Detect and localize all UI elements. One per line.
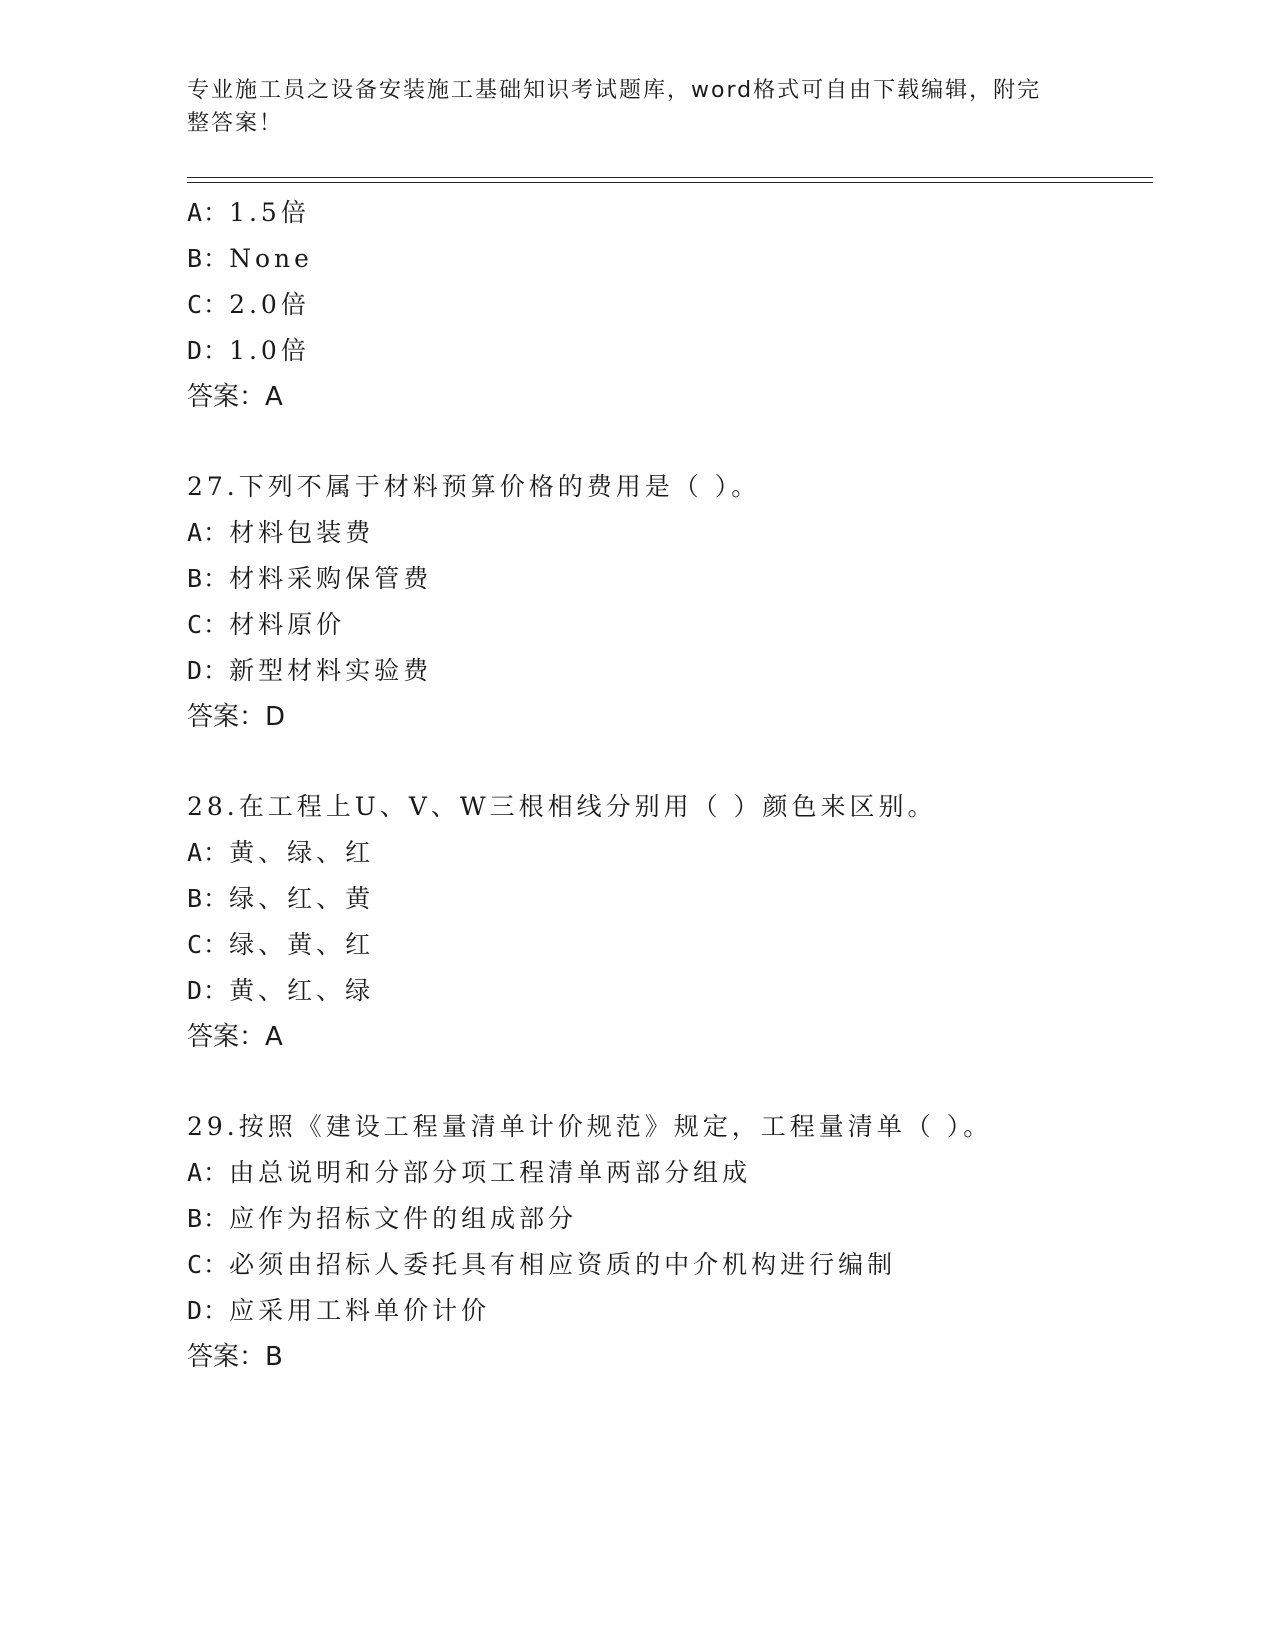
question-28 xyxy=(187,784,1147,1060)
header-rule-top xyxy=(187,177,1153,178)
option-b: B：绿、红、黄 xyxy=(187,884,375,913)
question-26 xyxy=(187,190,1147,420)
header-line-2: 整答案！ xyxy=(187,111,284,136)
option-b: B：材料采购保管费 xyxy=(187,564,433,593)
option-c: C：绿、黄、红 xyxy=(187,930,375,959)
answer: 答案：D xyxy=(187,702,286,732)
option-b: B：None xyxy=(187,244,313,273)
question-list xyxy=(187,190,1147,1380)
document-header xyxy=(187,74,1067,140)
answer: 答案：A xyxy=(187,382,283,412)
option-d: D：1.0倍 xyxy=(187,336,310,365)
spacer xyxy=(187,1060,1147,1104)
option-c: C：2.0倍 xyxy=(187,290,310,319)
option-c: C：材料原价 xyxy=(187,610,346,639)
answer: 答案：B xyxy=(187,1342,283,1372)
question-29 xyxy=(187,1104,1147,1380)
header-line-1: 专业施工员之设备安装施工基础知识考试题库，word格式可自由下载编辑，附完 xyxy=(187,78,1042,103)
option-d: D：新型材料实验费 xyxy=(187,656,433,685)
option-b: B：应作为招标文件的组成部分 xyxy=(187,1204,578,1233)
option-a: A：由总说明和分部分项工程清单两部分组成 xyxy=(187,1158,752,1187)
option-d: D：黄、红、绿 xyxy=(187,976,375,1005)
option-a: A：1.5倍 xyxy=(187,198,310,227)
question-text: 29.按照《建设工程量清单计价规范》规定，工程量清单（ ）。 xyxy=(187,1112,993,1141)
option-c: C：必须由招标人委托具有相应资质的中介机构进行编制 xyxy=(187,1250,897,1279)
spacer xyxy=(187,420,1147,464)
answer: 答案：A xyxy=(187,1022,283,1052)
header-rule-bottom xyxy=(187,182,1153,183)
question-27 xyxy=(187,464,1147,740)
spacer xyxy=(187,740,1147,784)
option-a: A：材料包装费 xyxy=(187,518,375,547)
option-d: D：应采用工料单价计价 xyxy=(187,1296,491,1325)
question-text: 27.下列不属于材料预算价格的费用是（ ）。 xyxy=(187,472,761,501)
question-text: 28.在工程上U、V、W三根相线分别用（ ）颜色来区别。 xyxy=(187,792,937,821)
option-a: A：黄、绿、红 xyxy=(187,838,375,867)
